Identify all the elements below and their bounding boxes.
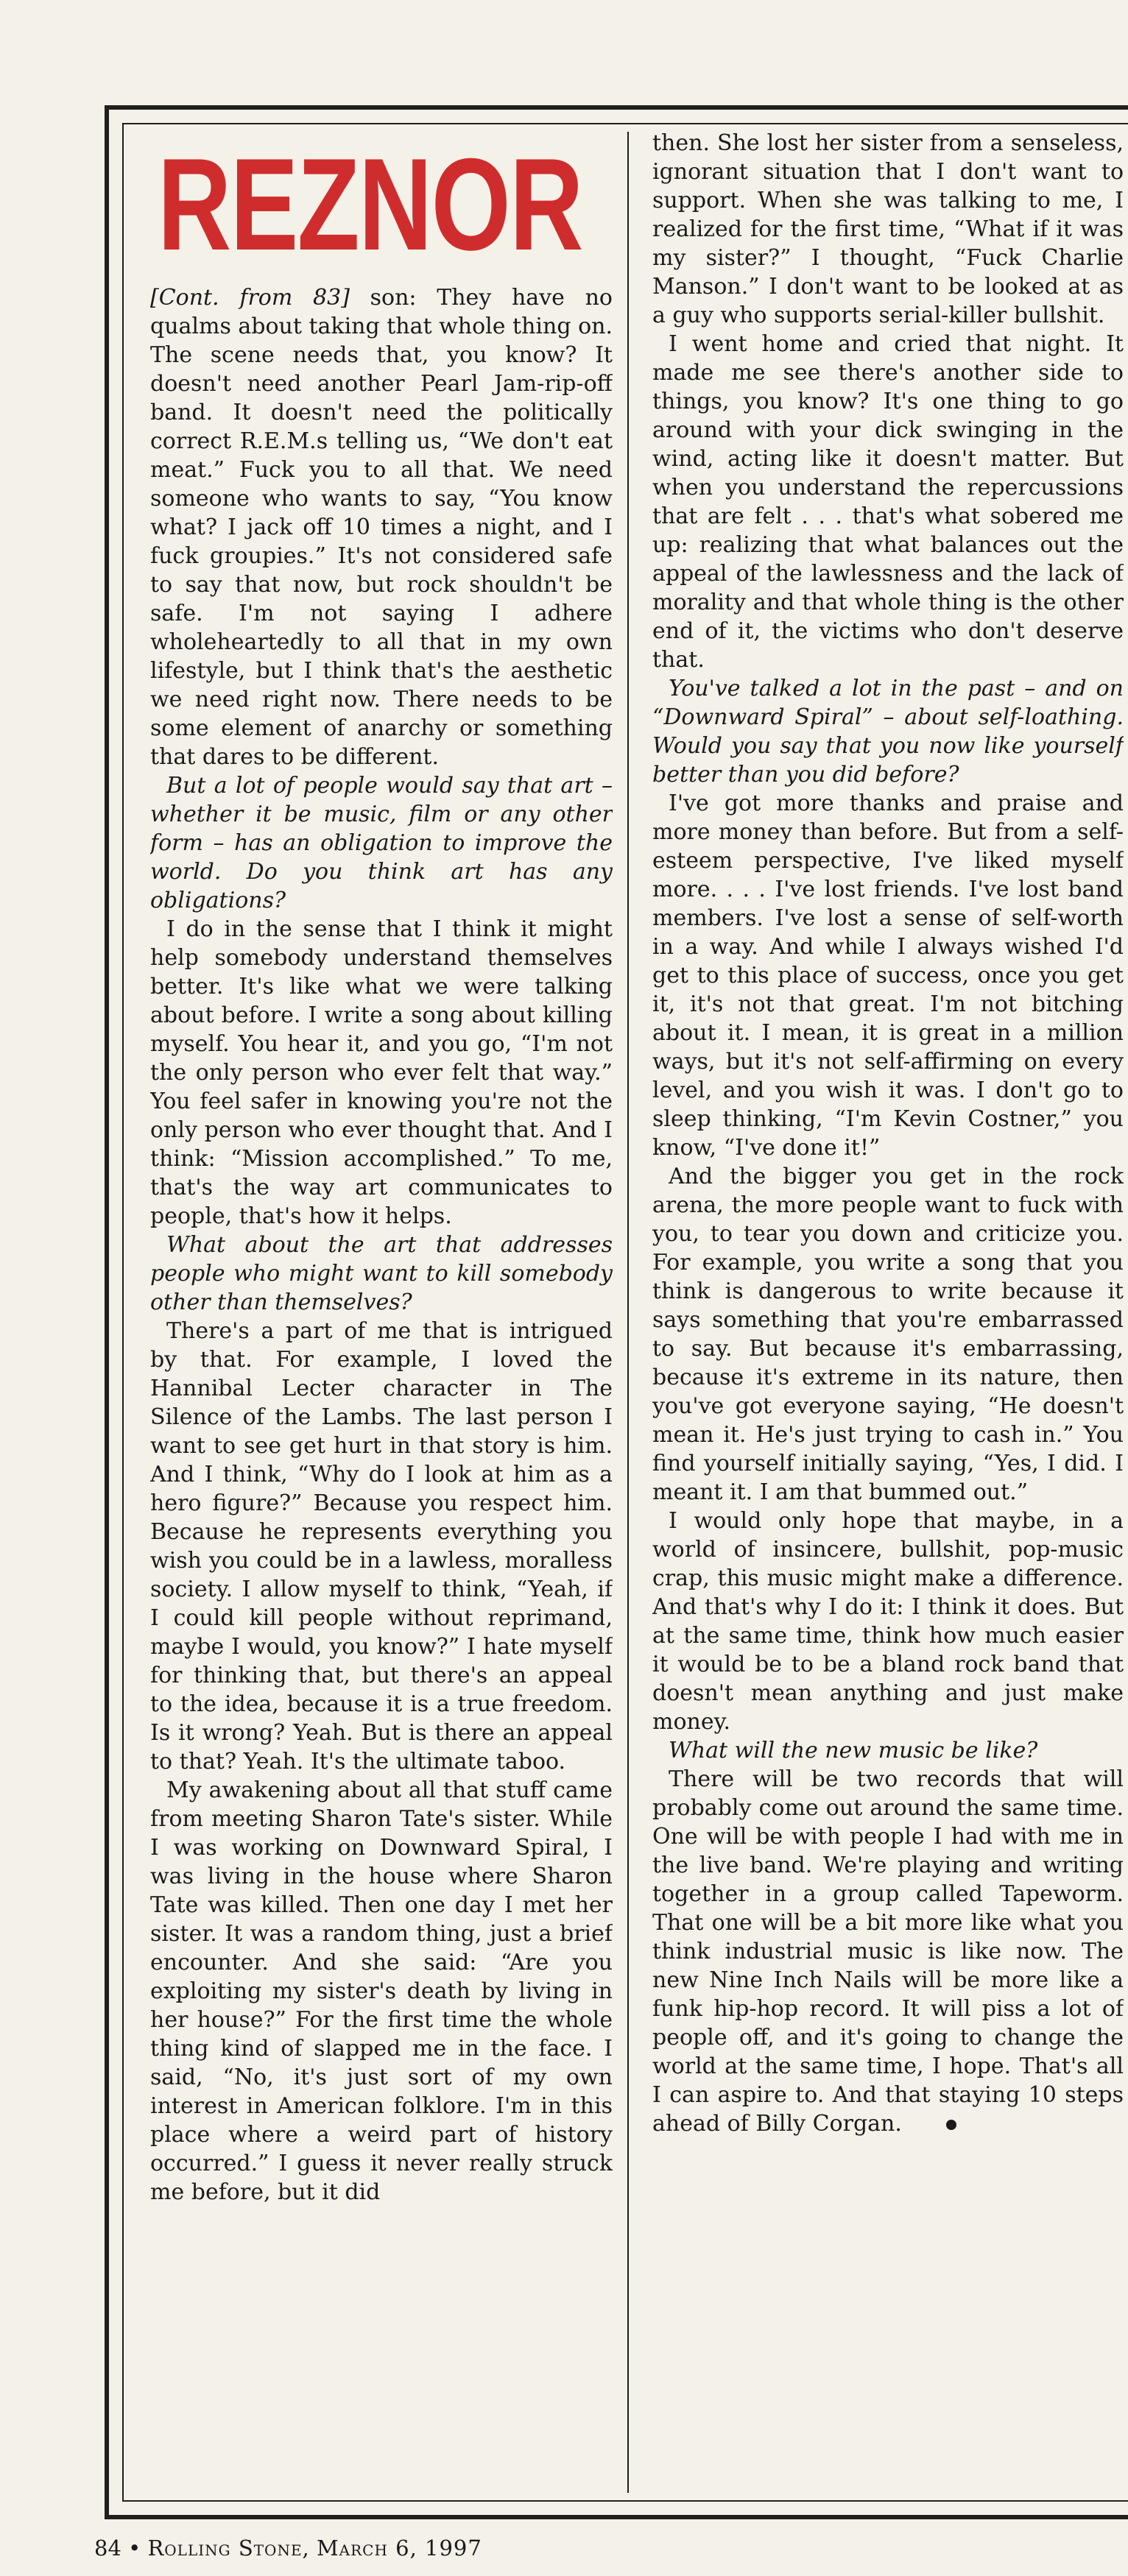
interview-answer <box>150 283 613 771</box>
left-column <box>150 124 613 2500</box>
paragraph-text: I would only hope that maybe, in a world of insincere, bullshit, pop-music crap, this music might make a difference. And that's why I do it: I think it does. But at the same time, think how much easier it would be to be a bland rock band that doesn't mean anything and just make money. <box>652 1508 1124 1735</box>
interview-answer <box>652 1765 1124 2138</box>
right-column-body <box>652 129 1124 2138</box>
column-divider <box>627 132 629 2493</box>
magazine-name: Rolling Stone, <box>147 2536 310 2561</box>
paragraph-text: What about the art that addresses people who might want to kill somebody other than themselves? <box>150 1232 613 1315</box>
interview-answer <box>652 789 1124 1162</box>
paragraph-text: And the bigger you get in the rock arena, the more people want to fuck with you, to tear you down and criticize you. For example, you write a song that you think is dangerous to write because it says something that you're embarrassed to say. But because it's embarrassing, because it's extreme in its nature, then you've got everyone saying, “He doesn't mean it. He's just trying to cash in.” You find yourself initially saying, “Yes, I did. I meant it. I am that bummed out.” <box>652 1164 1124 1505</box>
interview-answer <box>150 915 613 1231</box>
paragraph-text: I do in the sense that I think it might help somebody understand themselves better. It's like what we were talking about before. I write a song about killing myself. You hear it, and you go, “I'm not the only person who ever felt that way.” You feel safer in knowing you're not the only person who ever thought that. And I think: “Mission accomplished.” To me, that's the way art communicates to people, that's how it helps. <box>150 916 613 1229</box>
interview-answer <box>150 1776 613 2207</box>
left-column-body <box>150 283 613 2207</box>
right-column <box>652 124 1124 2500</box>
interview-answer <box>652 330 1124 674</box>
folio-separator: • <box>128 2536 141 2561</box>
end-of-article-mark <box>946 2120 956 2130</box>
paragraph-text: You've talked a lot in the past – and on “Downward Spiral” – about self-loathing. Would you say that you now like yourself better than you did before? <box>652 676 1124 788</box>
continued-from-note: [Cont. from 83] <box>150 285 350 311</box>
paragraph-text: son: They have no qualms about taking that whole thing on. The scene needs that, you know? It doesn't need another Pearl Jam-rip-off band. It doesn't need the politically correct R.E.M.s telling us, “We don't eat meat.” Fuck you to all that. We need someone who wants to say, “You know what? I jack off 10 times a night, and I fuck groupies.” It's not considered safe to say that now, but rock shouldn't be safe. I'm not saying I adhere wholeheartedly to all that in my own lifestyle, but I think that's the aesthetic we need right now. There needs to be some element of anarchy or something that dares to be different. <box>150 285 613 770</box>
paragraph-text: But a lot of people would say that art – whether it be music, film or any other form – has an obligation to improve the world. Do you think art has any obligations? <box>150 773 613 913</box>
headline: REZNOR <box>158 131 582 277</box>
issue-date: March 6, 1997 <box>316 2536 482 2561</box>
page-folio <box>94 2536 482 2561</box>
interview-answer <box>652 1507 1124 1736</box>
interview-question <box>652 674 1124 789</box>
page-number: 84 <box>94 2536 121 2561</box>
article-inner-frame <box>122 123 1128 2502</box>
paragraph-text: What will the new music be like? <box>669 1738 1038 1763</box>
interview-question <box>150 771 613 915</box>
paragraph-text: then. She lost her sister from a senseless, ignorant situation that I don't want to support. When she was talking to me, I realized for the first time, “What if it was my sister?” I thought, “Fuck Charlie Manson.” I don't want to be looked at as a guy who supports serial-killer bullshit. <box>652 130 1124 328</box>
interview-answer <box>652 1162 1124 1507</box>
paragraph-text: I went home and cried that night. It made me see there's another side to things, you know? It's one thing to go around with your dick swinging in the wind, acting like it doesn't matter. But when you understand the repercussions that are felt . . . that's what sobered me up: realizing that what balances out the appeal of the lawlessness and the lack of morality and that whole thing is the other end of it, the victims who don't deserve that. <box>652 331 1124 673</box>
article-outer-frame <box>105 105 1128 2519</box>
interview-question <box>652 1736 1124 1765</box>
interview-answer <box>652 129 1124 330</box>
paragraph-text: My awakening about all that stuff came from meeting Sharon Tate's sister. While I was working on Downward Spiral, I was living in the house where Sharon Tate was killed. Then one day I met her sister. It was a random thing, just a brief encounter. And she said: “Are you exploiting my sister's death by living in her house?” For the first time the whole thing kind of slapped me in the face. I said, “No, it's just sort of my own interest in American folklore. I'm in this place where a weird part of history occurred.” I guess it never really struck me before, but it did <box>150 1777 613 2205</box>
interview-answer <box>150 1317 613 1776</box>
paragraph-text: There's a part of me that is intrigued by that. For example, I loved the Hannibal Lecter character in The Silence of the Lambs. The last person I want to see get hurt in that story is him. And I think, “Why do I look at him as a hero figure?” Because you respect him. Because he represents everything you wish you could be in a lawless, moralless society. I allow myself to think, “Yeah, if I could kill people without reprimand, maybe I would, you know?” I hate myself for thinking that, but there's an appeal to the idea, because it is a true freedom. Is it wrong? Yeah. But is there an appeal to that? Yeah. It's the ultimate taboo. <box>150 1318 613 1774</box>
paragraph-text: I've got more thanks and praise and more money than before. But from a self-esteem perspective, I've liked myself more. . . . I've lost friends. I've lost band members. I've lost a sense of self-worth in a way. And while I always wished I'd get to this place of success, once you get it, it's not that great. I'm not bitching about it. I mean, it is great in a million ways, but it's not self-affirming on every level, and you wish it was. I don't go to sleep thinking, “I'm Kevin Costner,” you know, “I've done it!” <box>652 790 1124 1161</box>
paragraph-text: There will be two records that will probably come out around the same time. One will be with people I had with me in the live band. We're playing and writing together in a group called Tapeworm. That one will be a bit more like what you think industrial music is like now. The new Nine Inch Nails will be more like a funk hip-hop record. It will piss a lot of people off, and it's going to change the world at the same time, I hope. That's all I can aspire to. And that staying 10 steps ahead of Billy Corgan. <box>652 1766 1124 2137</box>
interview-question <box>150 1231 613 1317</box>
